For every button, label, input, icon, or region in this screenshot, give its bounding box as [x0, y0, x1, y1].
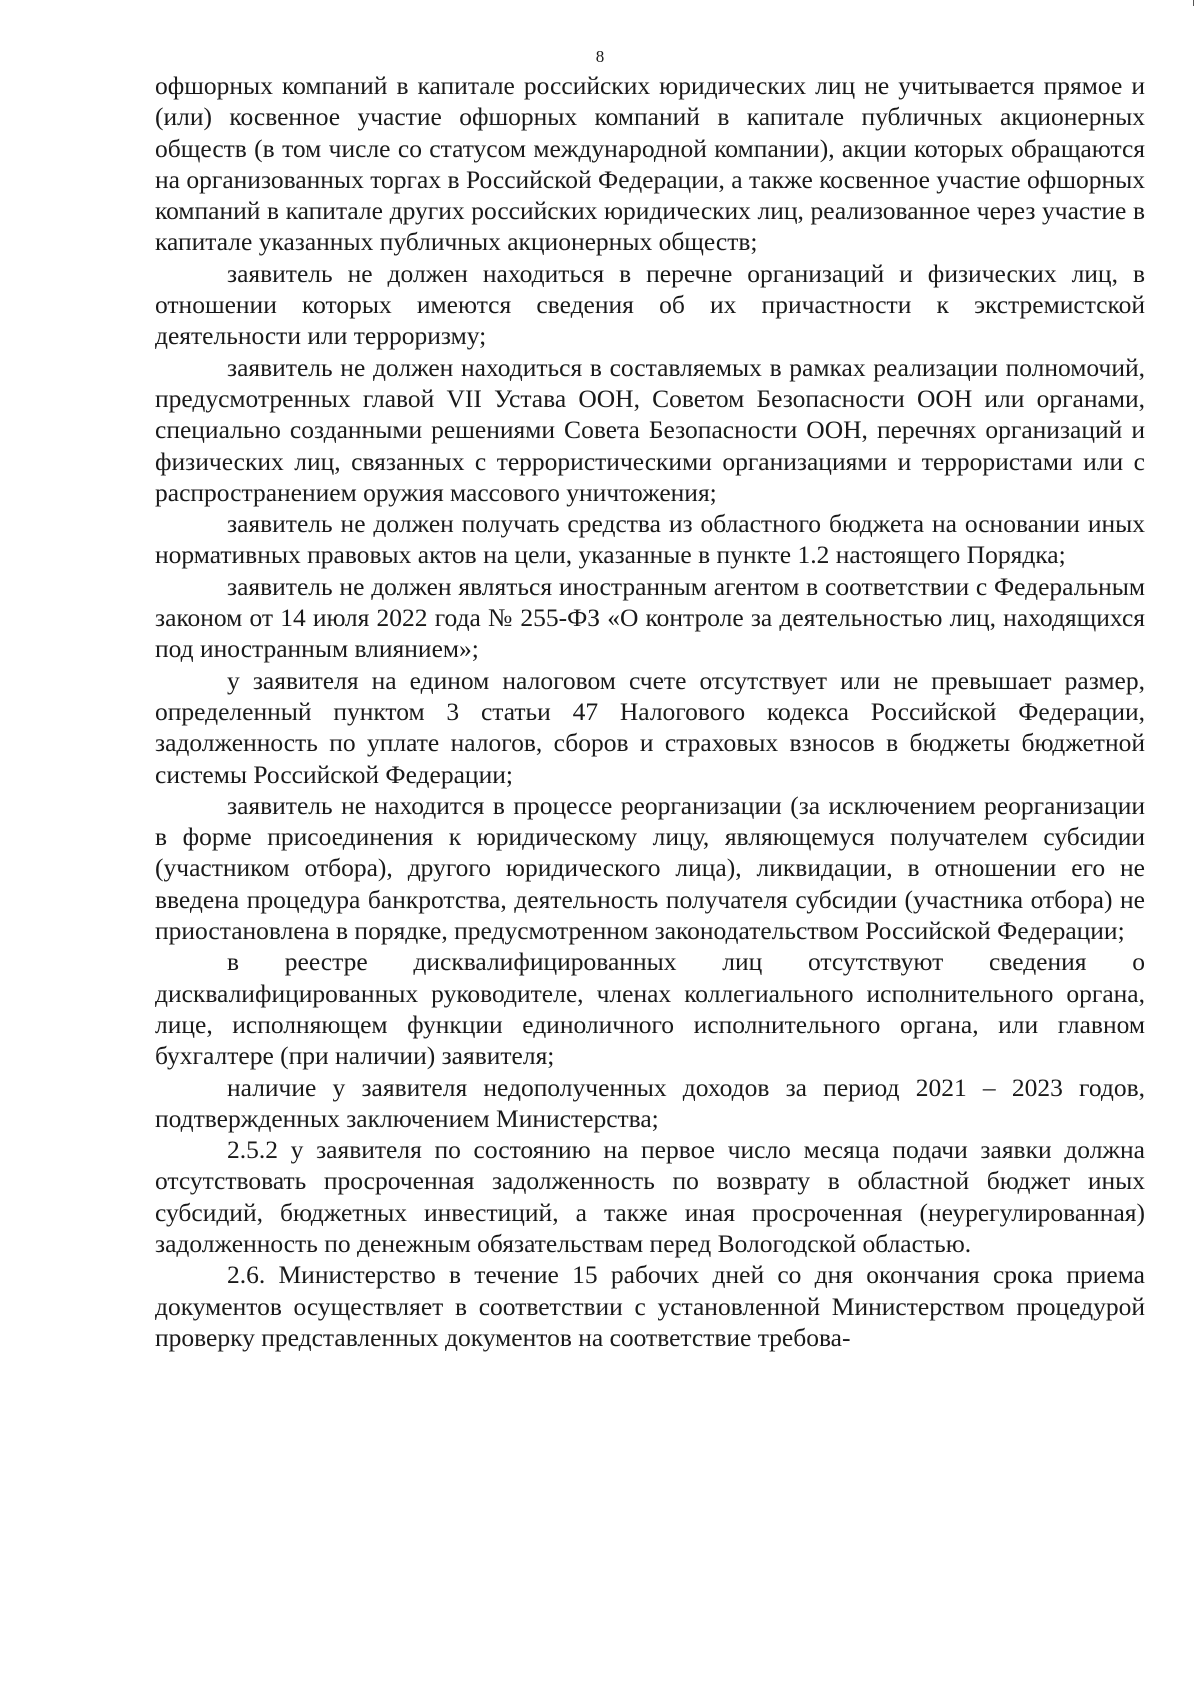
paragraph-tax-debt: у заявителя на едином налоговом счете отсутствует или не превышает размер, определенный пунктом 3 статьи 47 Налогового кодекса Российской Федерации, задолженность по уплате налогов, сборов и страховых взносов в бюджеты бюджетной системы Российской Федерации; [155, 665, 1145, 789]
paragraph-extremism-list: заявитель не должен находиться в перечне организаций и физических лиц, в отношении которых имеются сведения об их причастности к экстремистской деятельности или терроризму; [155, 258, 1145, 351]
paragraph-disqualified-persons: в реестре дисквалифицированных лиц отсутствуют сведения о дисквалифицированных руководителе, членах коллегиального исполнительного органа, лице, исполняющем функции единоличного исполнительного органа, или главном бухгалтере (при наличии) заявителя; [155, 947, 1145, 1071]
paragraph-foreign-agent: заявитель не должен являться иностранным агентом в соответствии с Федеральным законом от 14 июля 2022 года № 255-ФЗ «О контроле за деятельностью лиц, находящихся под иностранным влиянием»; [155, 571, 1145, 664]
document-body [155, 70, 1145, 1353]
scan-edge-mark [1193, 0, 1194, 6]
paragraph-lost-income: наличие у заявителя недополученных доходов за период 2021 – 2023 годов, подтвержденных заключением Министерства; [155, 1072, 1145, 1133]
paragraph-offshore-continuation: офшорных компаний в капитале российских юридических лиц не учитывается прямое и (или) косвенное участие офшорных компаний в капитале публичных акционерных обществ (в том числе со статусом международной компании), акции которых обращаются на организованных торгах в Российской Федерации, а также косвенное участие офшорных компаний в капитале других российских юридических лиц, реализованное через участие в капитале указанных публичных акционерных обществ; [155, 71, 1145, 257]
paragraph-reorganization: заявитель не находится в процессе реорганизации (за исключением реорганизации в форме присоединения к юридическому лицу, являющемуся получателем субсидии (участником отбора), другого юридического лица), ликвидации, в отношении его не введена процедура банкротства, деятельность получателя субсидии (участника отбора) не приостановлена в порядке, предусмотренном законодательством Российской Федерации; [155, 790, 1145, 946]
paragraph-budget-funds: заявитель не должен получать средства из областного бюджета на основании иных нормативных правовых актов на цели, указанные в пункте 1.2 настоящего Порядка; [155, 509, 1145, 570]
page-number: 8 [595, 47, 605, 66]
paragraph-2-6: 2.6. Министерство в течение 15 рабочих дней со дня окончания срока приема документов осуществляет в соответствии с установленной Министерством процедурой проверку представленных документов на соответствие требова- [155, 1260, 1145, 1352]
paragraph-2-5-2: 2.5.2 у заявителя по состоянию на первое число месяца подачи заявки должна отсутствовать просроченная задолженность по возврату в областной бюджет иных субсидий, бюджетных инвестиций, а также иная просроченная (неурегулированная) задолженность по денежным обязательствам перед Вологодской областью. [155, 1135, 1145, 1258]
paragraph-un-lists: заявитель не должен находиться в составляемых в рамках реализации полномочий, предусмотренных главой VII Устава ООН, Советом Безопасности ООН или органами, специально созданными решениями Совета Безопасности ООН, перечнях организаций и физических лиц, связанных с террористическими организациями и террористами или с распространением оружия массового уничтожения; [155, 352, 1145, 507]
